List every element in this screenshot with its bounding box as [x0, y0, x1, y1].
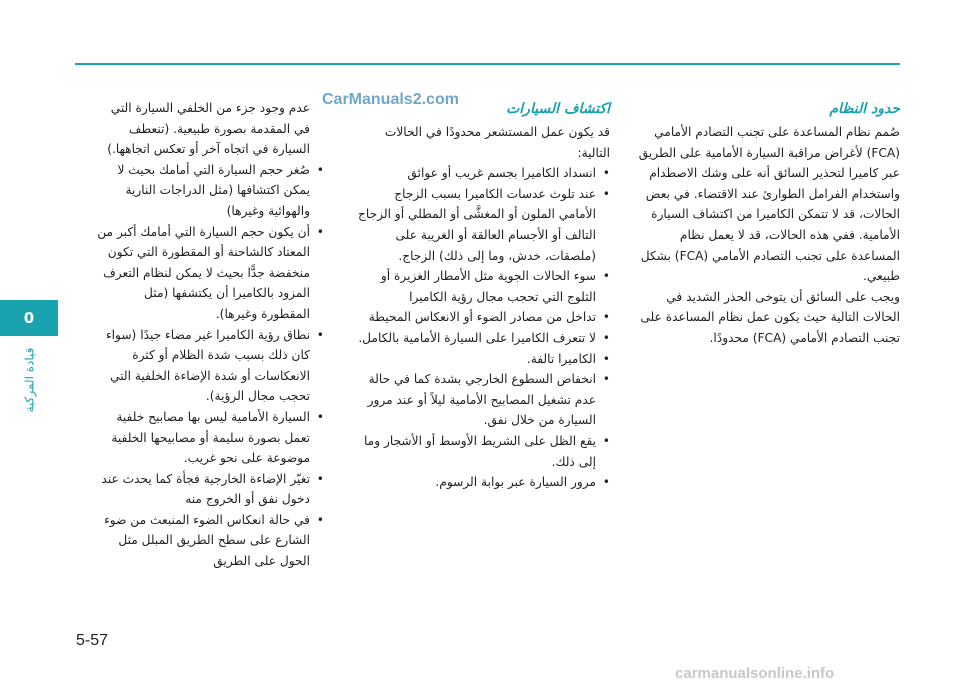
- list-item: • الكاميرا تالفة.: [355, 349, 596, 370]
- intro-text: قد يكون عمل المستشعر محدودًا في الحالات التالية:: [384, 125, 610, 160]
- chapter-label-text: قيادة المركبة: [22, 347, 36, 413]
- paragraph: صُمم نظام المساعدة على تجنب التصادم الأمامي (FCA) لأغراض مراقبة السيارة الأمامية على الطريق عبر كاميرا لتحذير السائق أنه على وشك الاصطدام واستخدام الفرامل الطوارئ عند الاقتضاء. في بعض الحالات، قد لا تتمكن الكاميرا من اكتشاف السيارة الأمامية. ففي هذه الحالات، قد لا يعمل نظام المساعدة على تجنب التصادم الأمامي (FCA) بشكل طبيعي.: [638, 125, 900, 284]
- chapter-number: 0: [23, 309, 35, 327]
- list-item: • تغيّر الإضاءة الخارجية فجأة كما يحدث عند دخول نفق أو الخروج منه: [92, 469, 310, 510]
- list-item: • صُغر حجم السيارة التي أمامك بحيث لا يمكن اكتشافها (مثل الدراجات النارية والهوائية وغيرها): [92, 160, 310, 222]
- condition-list: [355, 163, 610, 493]
- page-number: 5-57: [76, 632, 109, 649]
- left-column: [92, 98, 324, 572]
- list-item: • تداخل من مصادر الضوء أو الانعكاس المحيطة: [355, 307, 596, 328]
- middle-column: [355, 98, 610, 493]
- chapter-tab: [0, 300, 58, 336]
- list-item: • نطاق رؤية الكاميرا غير مضاء جيدًا (سواء كان ذلك بسبب شدة الظلام أو كثرة الانعكاسات أو شدة الإضاءة الخلفية التي تحجب مجال الرؤية).: [92, 325, 310, 407]
- watermark-bottom: carmanualsonline.info: [675, 665, 835, 682]
- list-item: • أن يكون حجم السيارة التي أمامك أكبر من المعتاد كالشاحنة أو المقطورة التي تكون منخفضة جدًّا بحيث لا يمكن لنظام التعرف المزود بالكاميرا أن يكتشفها (مثل المقطورة وغيرها).: [92, 222, 310, 325]
- list-item: • في حالة انعكاس الضوء المنبعث من ضوء الشارع على سطح الطريق المبلل مثل الحول على الطريق: [92, 510, 310, 572]
- list-item: • يقع الظل على الشريط الأوسط أو الأشجار وما إلى ذلك.: [355, 431, 596, 472]
- list-item: • انخفاض السطوع الخارجي بشدة كما في حالة عدم تشغيل المصابيح الأمامية ليلاً أو عند مرور السيارة من خلال نفق.: [355, 369, 596, 431]
- section-heading-system-limits: حدود النظام: [829, 101, 900, 117]
- list-item: • مرور السيارة عبر بوابة الرسوم.: [355, 472, 596, 493]
- condition-list-continued: [92, 98, 324, 572]
- list-item: • انسداد الكاميرا بجسم غريب أو عوائق: [355, 163, 596, 184]
- list-item: • السيارة الأمامية ليس بها مصابيح خلفية تعمل بصورة سليمة أو مصابيحها الخلفية موضوعة على نحو غريب.: [92, 407, 310, 469]
- watermark-top: CarManuals2.com: [322, 91, 459, 108]
- list-item: • عند تلوث عدسات الكاميرا بسبب الزجاج الأمامي الملون أو المغشَّى أو المطلي أو الزجاج التالف أو الأجسام العالقة أو الغريبة على (ملصقات، خدش، وما إلى ذلك) الزجاج.: [355, 184, 596, 266]
- paragraph: ويجب على السائق أن يتوخى الحذر الشديد في الحالات التالية حيث يكون عمل نظام المساعدة على تجنب التصادم الأمامي (FCA) محدودًا.: [640, 289, 900, 345]
- chapter-label: [0, 345, 58, 415]
- list-item: عدم وجود جزء من الخلفي السيارة التي في المقدمة بصورة طبيعية. (تنعطف السيارة في اتجاه آخر أو تعكس اتجاهها.): [107, 101, 310, 157]
- section-heading-vehicle-detection: اكتشاف السيارات: [506, 101, 610, 117]
- right-column: [628, 98, 900, 349]
- header-rule: [75, 63, 900, 65]
- list-item: • سوء الحالات الجوية مثل الأمطار الغزيرة أو الثلوج التي تحجب مجال رؤية الكاميرا: [355, 266, 596, 307]
- list-item: • لا تتعرف الكاميرا على السيارة الأمامية بالكامل.: [355, 328, 596, 349]
